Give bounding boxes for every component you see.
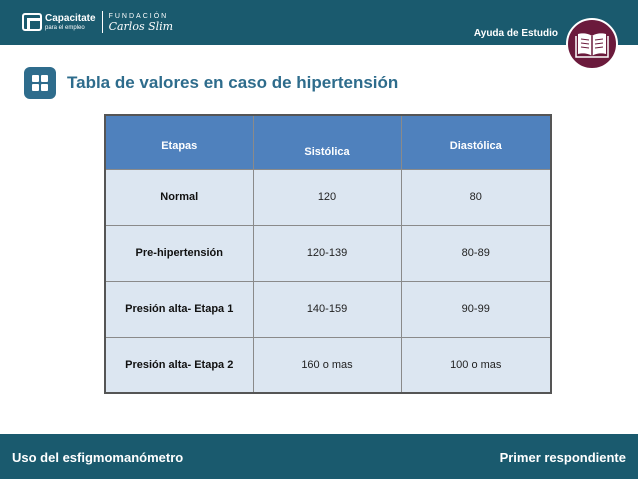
page-title: Tabla de valores en caso de hipertensión: [67, 73, 399, 92]
diastolic-cell: 80: [401, 169, 551, 225]
diastolic-cell: 80-89: [401, 225, 551, 281]
systolic-cell: 120: [253, 169, 401, 225]
table-row: [105, 169, 551, 225]
logo-foundation-name: Carlos Slim: [108, 19, 174, 33]
logo-divider: [102, 11, 103, 33]
study-aid-label: Ayuda de Estudio: [473, 28, 558, 39]
header-stages: Etapas: [105, 115, 253, 169]
table-header-row: [105, 115, 551, 169]
table-row: [105, 225, 551, 281]
table-row: [105, 281, 551, 337]
capacitate-logo-icon: [22, 13, 42, 31]
diastolic-cell: 90-99: [401, 281, 551, 337]
table-row: [105, 337, 551, 393]
footer-course-title: Uso del esfigmomanómetro: [12, 450, 184, 465]
stage-cell: Presión alta- Etapa 2: [105, 337, 253, 393]
logo-brand: Capacitate: [45, 12, 96, 24]
header-bar: [0, 0, 638, 45]
systolic-cell: 140-159: [253, 281, 401, 337]
diastolic-cell: 100 o mas: [401, 337, 551, 393]
footer-bar: [0, 434, 638, 479]
stage-cell: Presión alta- Etapa 1: [105, 281, 253, 337]
header-systolic: Sistólica: [253, 115, 401, 169]
header-diastolic: Diastólica: [401, 115, 551, 169]
footer-program-title: Primer respondiente: [499, 450, 626, 465]
book-icon: [566, 18, 618, 70]
systolic-cell: 160 o mas: [253, 337, 401, 393]
logo-tagline: para el empleo: [45, 24, 85, 31]
capacitate-logo: [22, 10, 173, 34]
systolic-cell: 120-139: [253, 225, 401, 281]
hypertension-table: [104, 114, 552, 394]
stage-cell: Normal: [105, 169, 253, 225]
logo-foundation: FUNDACIÓN: [108, 12, 169, 20]
grid-icon: [24, 67, 56, 99]
stage-cell: Pre-hipertensión: [105, 225, 253, 281]
